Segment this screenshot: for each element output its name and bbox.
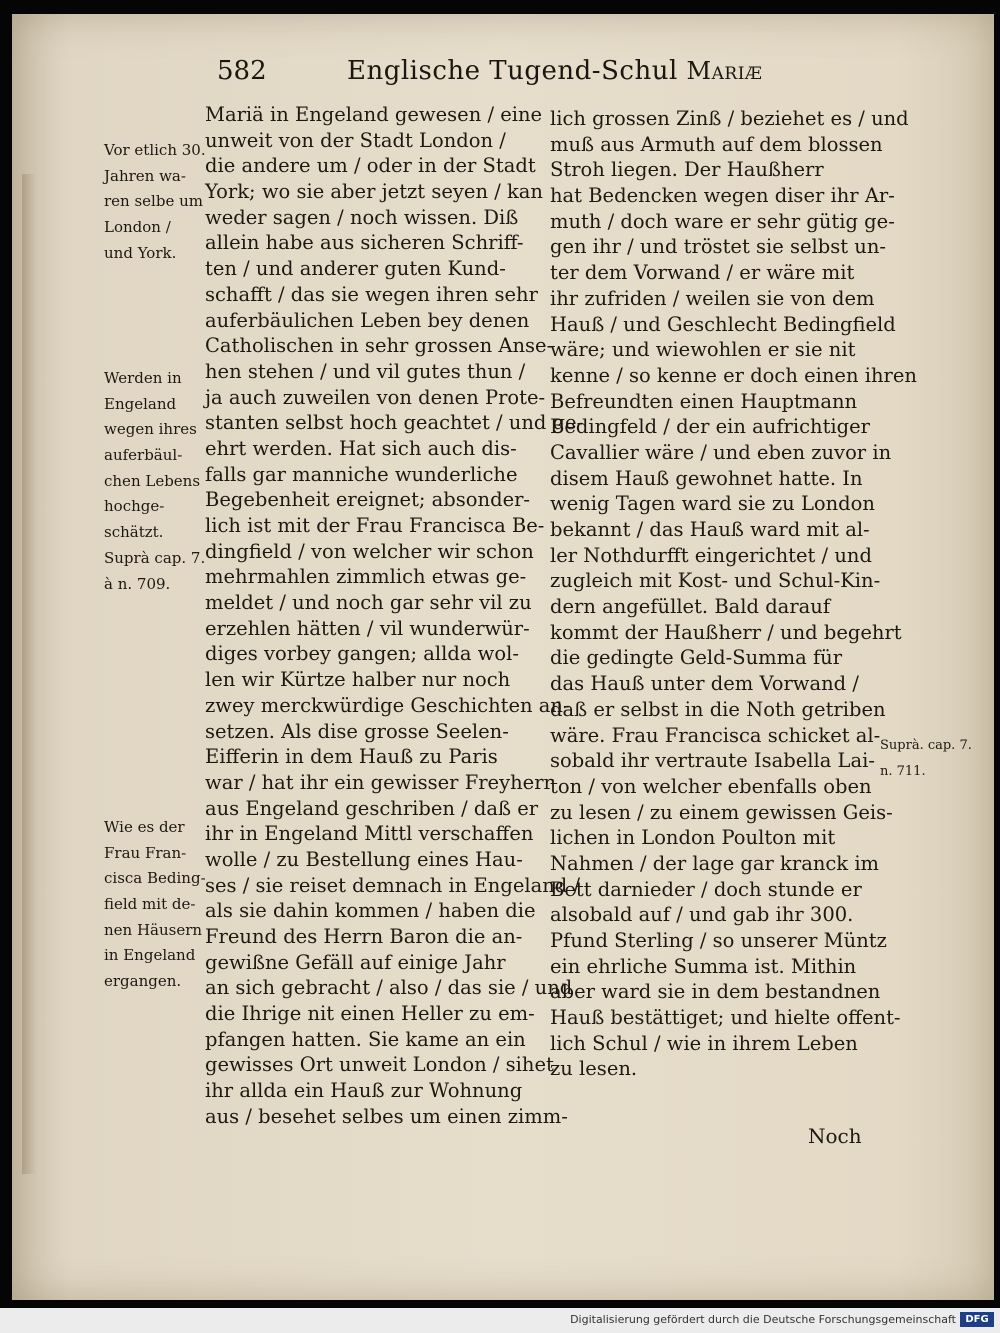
text-line: kommt der Haußherr / und begehrt [550, 620, 902, 644]
text-line: lich Schul / wie in ihrem Leben [550, 1031, 858, 1055]
text-line: ter dem Vorwand / er wäre mit [550, 261, 855, 285]
text-line: ja auch zuweilen von denen Prote- [205, 385, 546, 409]
text-line: hen stehen / und vil gutes thun / [205, 359, 526, 383]
running-title-main: Englische Tugend-Schul [347, 56, 687, 86]
text-line: Cavallier wäre / und eben zuvor in [550, 440, 892, 464]
running-title-smallcaps: Mariæ [686, 57, 763, 85]
text-line: hat Bedencken wegen diser ihr Ar- [550, 184, 895, 208]
text-line: weder sagen / noch wissen. Diß [205, 205, 519, 229]
text-line: lich ist mit der Frau Francisca Be- [205, 514, 545, 537]
text-line: diges vorbey gangen; allda wol- [205, 642, 519, 666]
text-line: das Hauß unter dem Vorwand / [550, 672, 859, 696]
margin-note-line: Engeland [104, 394, 177, 413]
page-number: 582 [217, 56, 267, 86]
margin-note-line: Frau Fran- [104, 843, 187, 862]
text-line: muth / doch ware er sehr gütig ge- [550, 209, 895, 233]
margin-note-line: Wie es der [104, 818, 185, 836]
margin-note-line: nen Häusern [104, 920, 203, 939]
margin-note-line: hochge- [104, 497, 165, 516]
text-line: Freund des Herrn Baron die an- [205, 925, 523, 948]
text-line: zu lesen. [550, 1057, 638, 1081]
margin-note-line: auferbäul- [104, 446, 183, 465]
catchword: Noch [808, 1124, 862, 1148]
text-line: disem Hauß gewohnet hatte. In [550, 466, 863, 490]
text-line: ehrt werden. Hat sich auch dis- [205, 436, 517, 460]
margin-note-line: London / [104, 218, 171, 237]
text-line: dern angefüllet. Bald darauf [550, 595, 831, 619]
margin-note-line: à n. 709. [104, 574, 171, 593]
text-line: aus / besehet selbes um einen zimm- [205, 1104, 568, 1128]
text-line: die gedingte Geld-Summa für [550, 646, 843, 670]
margin-note-line: in Engeland [104, 946, 196, 965]
text-line: an sich gebracht / also / das sie / und [205, 976, 573, 1000]
text-line: Befreundten einen Hauptmann [550, 389, 858, 413]
text-line: ten / und anderer guten Kund- [205, 257, 506, 281]
margin-note-4 [880, 736, 972, 787]
text-line: allein habe aus sicheren Schriff- [205, 231, 524, 255]
text-line: schafft / das sie wegen ihren sehr [205, 282, 538, 306]
text-line: bekannt / das Hauß ward mit al- [550, 518, 870, 541]
text-line: ihr in Engeland Mittl verschaffen [205, 822, 534, 846]
text-line: zugleich mit Kost- und Schul-Kin- [550, 569, 881, 593]
text-line: wolle / zu Bestellung eines Hau- [205, 847, 523, 871]
text-line: len wir Kürtze halber nur noch [205, 668, 511, 692]
text-line: Pfund Sterling / so unserer Müntz [550, 929, 887, 952]
left-text-column [205, 102, 584, 1130]
text-line: erzehlen hätten / vil wunderwür- [205, 616, 530, 640]
text-line: meldet / und noch gar sehr vil zu [205, 591, 532, 615]
text-line: kenne / so kenne er doch einen ihren [550, 363, 917, 387]
text-line: dingfield / von welcher wir schon [205, 539, 534, 563]
text-line: die Ihrige nit einen Heller zu em- [205, 1002, 535, 1026]
text-line: Catholischen in sehr grossen Anse- [205, 334, 554, 358]
text-line: ses / sie reiset demnach in Engeland / [205, 873, 581, 897]
text-line: wäre. Frau Francisca schicket al- [550, 723, 881, 747]
text-line: auferbäulichen Leben bey denen [205, 308, 530, 332]
text-line: pfangen hatten. Sie kame an ein [205, 1027, 526, 1051]
text-line: als sie dahin kommen / haben die [205, 899, 536, 923]
book-page [12, 14, 994, 1300]
margin-note-line: wegen ihres [104, 420, 197, 439]
margin-note-line: Werden in [104, 369, 182, 387]
text-line: Hauß / und Geschlecht Bedingfield [550, 312, 896, 336]
margin-note-line: Suprà. cap. 7. [880, 738, 972, 753]
text-line: war / hat ihr ein gewisser Freyherr [205, 770, 553, 794]
text-line: gewisses Ort unweit London / sihet [205, 1053, 554, 1077]
text-line: ler Nothdurfft eingerichtet / und [550, 543, 872, 567]
text-line: ton / von welcher ebenfalls oben [550, 774, 872, 798]
text-line: zwey merckwürdige Geschichten an- [205, 693, 570, 717]
margin-note-2 [104, 368, 205, 599]
text-line: alsobald auf / und gab ihr 300. [550, 903, 854, 927]
funding-credit: Digitalisierung gefördert durch die Deutsche Forschungsgemeinschaft [570, 1313, 956, 1326]
text-line: York; wo sie aber jetzt seyen / kan [205, 180, 543, 204]
text-line: wenig Tagen ward sie zu London [550, 492, 875, 516]
dfg-logo: DFG [960, 1312, 994, 1327]
text-line: lichen in London Poulton mit [550, 826, 836, 850]
digitization-footer [0, 1308, 1000, 1333]
text-line: falls gar manniche wunderliche [205, 462, 518, 486]
text-line: lich grossen Zinß / beziehet es / und [550, 107, 909, 130]
text-line: die andere um / oder in der Stadt [205, 154, 536, 178]
text-line: aus Engeland geschriben / daß er [205, 796, 539, 820]
text-line: Mariä in Engeland gewesen / eine [205, 103, 543, 126]
text-line: mehrmahlen zimmlich etwas ge- [205, 565, 527, 589]
text-line: sobald ihr vertraute Isabella Lai- [550, 749, 875, 773]
running-title [347, 56, 762, 86]
margin-note-line: und York. [104, 243, 177, 262]
text-line: unweit von der Stadt London / [205, 128, 506, 152]
margin-note-line: ergangen. [104, 972, 182, 991]
text-line: Bett darnieder / doch stunde er [550, 877, 862, 901]
margin-note-3 [104, 817, 206, 997]
margin-note-line: Vor etlich 30. [104, 141, 206, 159]
page-header [217, 56, 897, 96]
text-line: daß er selbst in die Noth getriben [550, 697, 886, 721]
text-line: ihr allda ein Hauß zur Wohnung [205, 1079, 523, 1103]
margin-note-line: schätzt. [104, 523, 164, 542]
text-line: gewißne Gefäll auf einige Jahr [205, 950, 506, 974]
text-line: gen ihr / und tröstet sie selbst un- [550, 235, 886, 259]
margin-note-line: Jahren wa- [104, 166, 186, 185]
margin-note-line: cisca Beding- [104, 869, 206, 888]
text-line: Begebenheit ereignet; absonder- [205, 488, 531, 512]
text-line: stanten selbst hoch geachtet / und ge- [205, 411, 584, 435]
text-line: Bedingfeld / der ein aufrichtiger [550, 415, 871, 439]
text-line: Stroh liegen. Der Haußherr [550, 158, 824, 182]
margin-note-line: Suprà cap. 7. [104, 548, 206, 567]
text-line: aber ward sie in dem bestandnen [550, 980, 881, 1004]
text-line: wäre; und wiewohlen er sie nit [550, 338, 856, 362]
margin-note-line: field mit de- [104, 895, 196, 914]
margin-note-line: n. 711. [880, 763, 926, 779]
text-line: setzen. Als dise grosse Seelen- [205, 719, 509, 743]
text-line: Nahmen / der lage gar kranck im [550, 851, 880, 875]
text-line: Eifferin in dem Hauß zu Paris [205, 745, 498, 769]
text-line: Hauß bestättiget; und hielte offent- [550, 1006, 901, 1030]
margin-note-line: chen Lebens [104, 471, 201, 490]
text-line: ihr zufriden / weilen sie von dem [550, 286, 875, 310]
margin-note-line: ren selbe um [104, 192, 203, 211]
text-line: muß aus Armuth auf dem blossen [550, 132, 883, 156]
margin-note-1 [104, 140, 206, 268]
text-line: ein ehrliche Summa ist. Mithin [550, 954, 857, 978]
text-line: zu lesen / zu einem gewissen Geis- [550, 800, 893, 824]
